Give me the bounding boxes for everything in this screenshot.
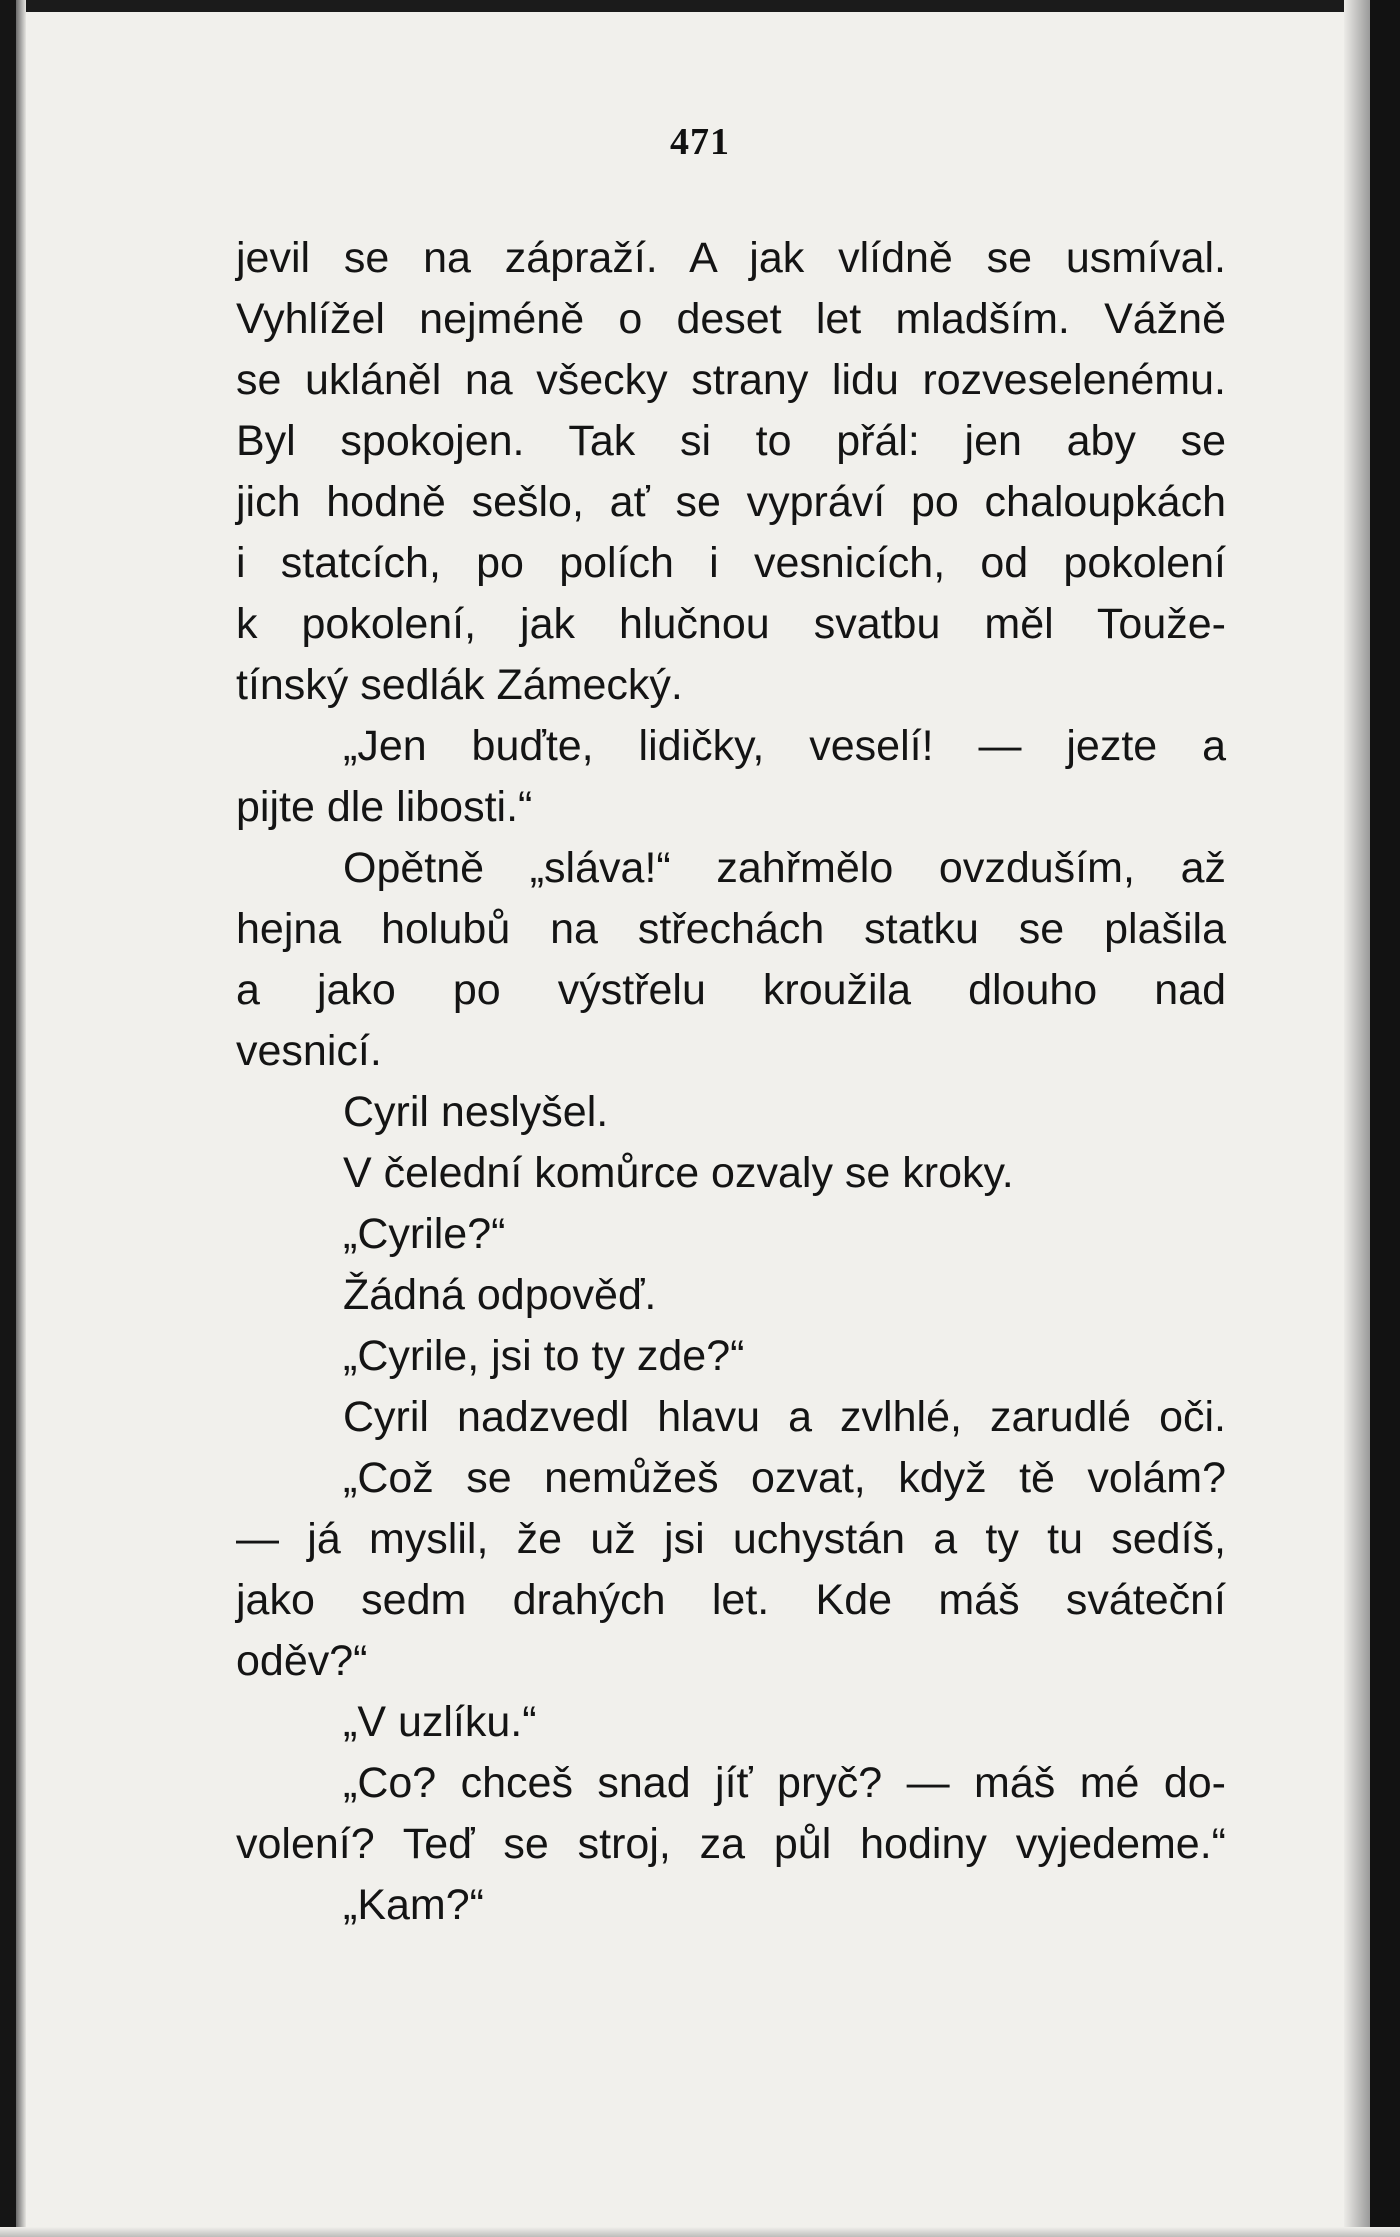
page-edge-left: [0, 0, 16, 2237]
text-line: Vyhlížel nejméně o deset let mladším. Vážně: [236, 295, 1226, 343]
text-line: V čelední komůrce ozvaly se kroky.: [343, 1149, 1014, 1197]
page-edge-bottom: [0, 2227, 1400, 2237]
text-line: Žádná odpověď.: [343, 1271, 657, 1319]
text-line: Opětně „sláva!“ zahřmělo ovzduším, až: [343, 844, 1226, 892]
text-line: volení? Teď se stroj, za půl hodiny vyjedeme.“: [236, 1820, 1226, 1868]
body-text: [236, 228, 1226, 1936]
text-line: hejna holubů na střechách statku se plašila: [236, 905, 1226, 953]
text-line: vesnicí.: [236, 1027, 382, 1075]
text-line: Byl spokojen. Tak si to přál: jen aby se: [236, 417, 1226, 465]
text-line: „Kam?“: [343, 1881, 484, 1929]
text-line: se ukláněl na všecky strany lidu rozveselenému.: [236, 356, 1226, 404]
text-line: oděv?“: [236, 1637, 368, 1685]
text-line: „V uzlíku.“: [343, 1698, 537, 1746]
text-line: jich hodně sešlo, ať se vypráví po chaloupkách: [236, 478, 1226, 526]
text-line: tínský sedlák Zámecký.: [236, 661, 683, 709]
text-line: Cyril nadzvedl hlavu a zvlhlé, zarudlé oči.: [343, 1393, 1226, 1441]
page-edge-top: [0, 0, 1400, 12]
text-line: i statcích, po polích i vesnicích, od pokolení: [236, 539, 1226, 587]
page-edge-right: [1370, 0, 1400, 2237]
page-edge-left-shadow: [16, 0, 26, 2237]
text-line: „Cyrile?“: [343, 1210, 506, 1258]
text-line: — já myslil, že už jsi uchystán a ty tu sedíš,: [236, 1515, 1226, 1563]
text-line: a jako po výstřelu kroužila dlouho nad: [236, 966, 1226, 1014]
text-line: Cyril neslyšel.: [343, 1088, 609, 1136]
text-line: pijte dle libosti.“: [236, 783, 533, 831]
text-line: jako sedm drahých let. Kde máš sváteční: [236, 1576, 1226, 1624]
text-line: „Cyrile, jsi to ty zde?“: [343, 1332, 745, 1380]
page-edge-right-shadow: [1344, 0, 1370, 2237]
text-line: k pokolení, jak hlučnou svatbu měl Touže-: [236, 600, 1226, 648]
page-number: 471: [670, 121, 730, 163]
text-line: „Jen buďte, lidičky, veselí! — jezte a: [343, 722, 1226, 770]
text-line: „Což se nemůžeš ozvat, když tě volám?: [343, 1454, 1226, 1502]
text-line: „Co? chceš snad jíť pryč? — máš mé do-: [343, 1759, 1226, 1807]
text-line: jevil se na zápraží. A jak vlídně se usmíval.: [236, 234, 1226, 282]
